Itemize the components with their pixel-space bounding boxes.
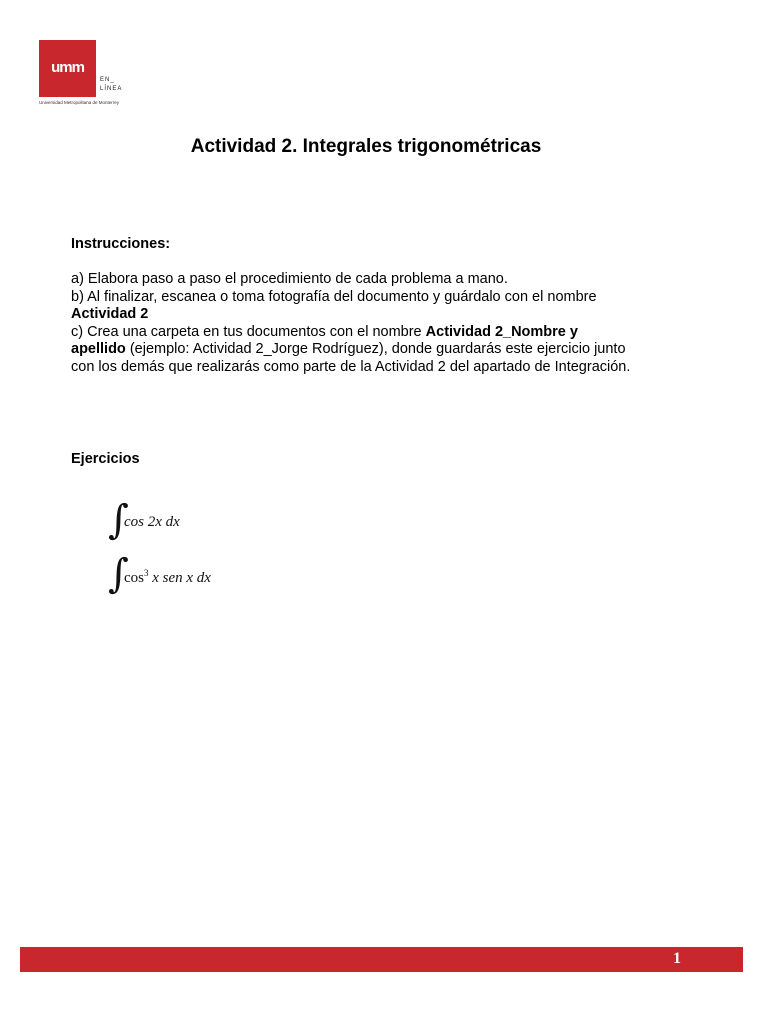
logo-mark: umm <box>51 59 84 76</box>
instruction-c <box>71 324 651 377</box>
instruction-a: a) Elabora paso a paso el procedimiento de cada problema a mano. <box>71 271 508 287</box>
formula-1-text: cos 2x dx <box>124 514 180 530</box>
instructions-heading: Instrucciones: <box>71 236 171 252</box>
instruction-c-bold2: apellido <box>71 341 126 357</box>
instruction-b-bold: Actividad 2 <box>71 306 149 322</box>
page-number: 1 <box>673 950 681 967</box>
instruction-b: b) Al finalizar, escanea o toma fotografía del documento y guárdalo con el nombre <box>71 288 597 305</box>
integral-symbol: ∫ <box>108 551 129 597</box>
logo-side-line1: EN_ <box>100 77 115 83</box>
page-title: Actividad 2. Integrales trigonométricas <box>190 136 542 157</box>
instructions-list <box>71 271 651 376</box>
instruction-c-rest: (ejemplo: Actividad 2_Jorge Rodríguez), donde guardarás este ejercicio junto con los demás que realizarás como parte de la Actividad 2 del apartado de Integración. <box>71 341 631 375</box>
logo-subtitle: Universidad Metropolitana de Monterrey <box>39 100 120 105</box>
formula-2-text: x sen x dx <box>148 570 211 586</box>
instruction-c-start: c) Crea una carpeta en tus documentos con el nombre <box>71 323 426 340</box>
umm-logo <box>39 40 129 110</box>
exercises-heading: Ejercicios <box>71 451 140 467</box>
formula-2-base: cos <box>124 570 144 586</box>
logo-side-line2: LÍNEA <box>100 86 123 92</box>
footer-bar <box>20 947 743 972</box>
integral-symbol: ∫ <box>108 497 129 543</box>
logo-side-text <box>100 76 122 94</box>
formula-1-expression <box>124 514 180 531</box>
formula-2-expression <box>124 568 211 587</box>
logo-red-box <box>39 40 96 97</box>
formula-2-exponent: 3 <box>144 568 149 578</box>
instruction-c-bold1: Actividad 2_Nombre y <box>425 323 578 340</box>
